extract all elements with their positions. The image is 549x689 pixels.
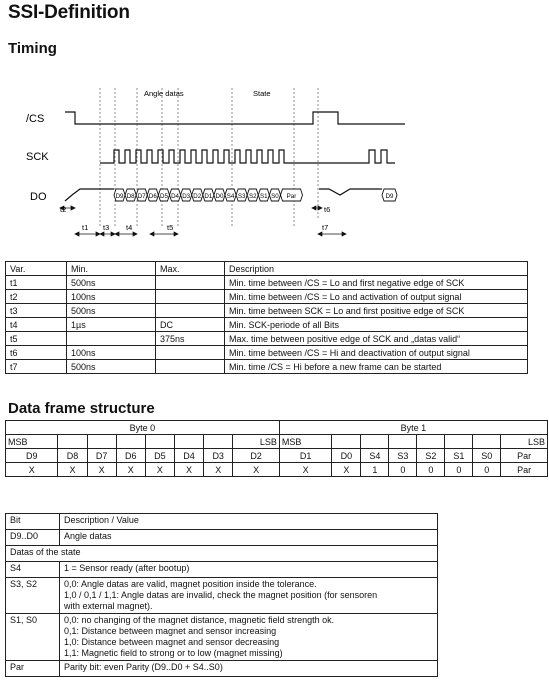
desc-s4: 1 = Sensor ready (after bootup) xyxy=(60,562,438,578)
frame-bit-cell: D5 xyxy=(145,449,174,463)
timing-table xyxy=(5,261,528,374)
state-section-header: Datas of the state xyxy=(6,546,438,562)
desc-s3-s2-line: 0,0: Angle datas are valid, magnet position inside the tolerance. xyxy=(64,579,317,589)
do-bit-label: D2 xyxy=(193,193,202,200)
desc-s3-s2 xyxy=(60,578,438,614)
do-bit-label: D9 xyxy=(115,193,124,200)
frame-value-cell: 0 xyxy=(389,463,417,477)
t4-arrow-head xyxy=(133,232,137,236)
t5-label: t5 xyxy=(167,223,174,232)
t2-label: t2 xyxy=(60,205,67,214)
frame-bit-cell: D1 xyxy=(279,449,331,463)
desc-s3-s2-line: with external magnet). xyxy=(64,601,153,611)
frame-value-cell: X xyxy=(145,463,174,477)
timing-cell: t6 xyxy=(6,346,67,360)
msb-lsb-cell xyxy=(389,435,417,449)
msb-lsb-cell xyxy=(473,435,501,449)
frame-bit-cell: D8 xyxy=(58,449,87,463)
t7-arrow-head xyxy=(318,232,322,236)
frame-bit-cell: S0 xyxy=(473,449,501,463)
frame-bit-cell: D4 xyxy=(174,449,203,463)
timing-cell xyxy=(156,304,225,318)
msb-lsb-cell xyxy=(204,435,233,449)
timing-header-cell: Description xyxy=(225,262,528,276)
timing-cell: 1µs xyxy=(67,318,156,332)
bit-s3-s2: S3, S2 xyxy=(6,578,60,614)
timing-cell: 100ns xyxy=(67,346,156,360)
t7-arrow-head xyxy=(342,232,346,236)
desc-s1-s0-line: 1,1: Magnetic field to strong or to low (magnet missing) xyxy=(64,648,283,658)
msb-lsb-cell: LSB xyxy=(501,435,548,449)
do-bit-label: D0 xyxy=(215,193,224,200)
frame-bit-cell: Par xyxy=(501,449,548,463)
do-bit-label: D4 xyxy=(171,193,180,200)
bit-description-table xyxy=(5,513,438,677)
do-next-bit-label: D9 xyxy=(385,193,394,200)
timing-cell: t5 xyxy=(6,332,67,346)
desc-s1-s0-line: 0,1: Distance between magnet and sensor increasing xyxy=(64,626,277,636)
do-waveform-lead-in xyxy=(65,189,114,201)
timing-row xyxy=(6,360,528,374)
frame-value-cell: X xyxy=(116,463,145,477)
desc-s1-s0-line: 0,0: no changing of the magnet distance, magnetic field strength ok. xyxy=(64,615,335,625)
do-bit-label: S0 xyxy=(271,193,279,200)
frame-bit-cell: D2 xyxy=(233,449,280,463)
do-bit-label: D6 xyxy=(148,193,157,200)
msb-lsb-cell xyxy=(145,435,174,449)
frame-bit-cell: S1 xyxy=(445,449,473,463)
t3-label: t3 xyxy=(103,223,110,232)
timing-cell: t2 xyxy=(6,290,67,304)
frame-bit-cell: D7 xyxy=(87,449,116,463)
frame-heading: Data frame structure xyxy=(8,400,155,417)
msb-lsb-cell xyxy=(58,435,87,449)
frame-bit-cell: D9 xyxy=(6,449,58,463)
frame-value-cell: 0 xyxy=(473,463,501,477)
timing-heading: Timing xyxy=(8,40,57,57)
do-bit-label: D3 xyxy=(182,193,191,200)
cs-signal-label: /CS xyxy=(26,113,45,125)
state-label: State xyxy=(253,89,271,98)
do-bit-label: D5 xyxy=(159,193,168,200)
frame-bit-cell: D0 xyxy=(332,449,361,463)
t5-arrow-head xyxy=(150,232,154,236)
msb-lsb-cell xyxy=(174,435,203,449)
desc-par: Parity bit: even Parity (D9..D0 + S4..S0) xyxy=(60,661,438,677)
msb-lsb-cell: MSB xyxy=(6,435,58,449)
bit-par: Par xyxy=(6,661,60,677)
frame-value-cell: Par xyxy=(501,463,548,477)
desc-s3-s2-line: 1,0 / 0,1 / 1,1: Angle datas are invalid, check the magnet position (for sensoren xyxy=(64,590,378,600)
frame-bit-cell: S2 xyxy=(417,449,445,463)
timing-diagram xyxy=(0,78,549,248)
sck-signal-label: SCK xyxy=(26,151,49,163)
timing-cell: Min. time between SCK = Lo and first positive edge of SCK xyxy=(225,304,528,318)
timing-cell: t3 xyxy=(6,304,67,318)
frame-bit-cell: S4 xyxy=(361,449,389,463)
msb-lsb-cell xyxy=(332,435,361,449)
frame-value-cell: X xyxy=(233,463,280,477)
byte0-header: Byte 0 xyxy=(6,421,280,435)
timing-cell xyxy=(156,346,225,360)
timing-cell: t7 xyxy=(6,360,67,374)
timing-cell xyxy=(156,360,225,374)
bit-s4: S4 xyxy=(6,562,60,578)
timing-row xyxy=(6,346,528,360)
frame-value-cell: X xyxy=(204,463,233,477)
byte1-header: Byte 1 xyxy=(279,421,547,435)
msb-lsb-cell xyxy=(417,435,445,449)
timing-cell: DC xyxy=(156,318,225,332)
frame-value-cell: X xyxy=(174,463,203,477)
t5-arrow-head xyxy=(174,232,178,236)
do-signal-label: DO xyxy=(30,191,47,203)
timing-cell: 500ns xyxy=(67,360,156,374)
timing-row xyxy=(6,304,528,318)
t2-arrow-head xyxy=(71,206,75,210)
frame-bit-cell: D3 xyxy=(204,449,233,463)
t1-label: t1 xyxy=(82,223,89,232)
frame-value-cell: X xyxy=(6,463,58,477)
msb-lsb-cell xyxy=(87,435,116,449)
timing-cell: t4 xyxy=(6,318,67,332)
bit-header: Bit xyxy=(6,514,60,530)
do-waveform-lead-out xyxy=(319,189,382,195)
timing-cell xyxy=(156,290,225,304)
t6-arrow-head xyxy=(312,206,316,210)
frame-value-cell: X xyxy=(332,463,361,477)
angle-datas-label: Angle datas xyxy=(144,89,184,98)
do-bit-label: S1 xyxy=(260,193,268,200)
do-bit-label: D8 xyxy=(126,193,135,200)
page-title: SSI-Definition xyxy=(8,2,130,23)
do-bit-label: S4 xyxy=(226,193,235,200)
bit-s1-s0: S1, S0 xyxy=(6,614,60,661)
description-header: Description / Value xyxy=(60,514,438,530)
frame-value-cell: X xyxy=(87,463,116,477)
timing-cell: Min. SCK-periode of all Bits xyxy=(225,318,528,332)
timing-cell: Min. time between /CS = Hi and deactivation of output signal xyxy=(225,346,528,360)
desc-s1-s0 xyxy=(60,614,438,661)
do-bit-label: Par xyxy=(286,193,297,200)
timing-header-cell: Var. xyxy=(6,262,67,276)
desc-d9-d0: Angle datas xyxy=(60,530,438,546)
timing-cell: Min. time between /CS = Lo and activation of output signal xyxy=(225,290,528,304)
timing-cell: 100ns xyxy=(67,290,156,304)
msb-lsb-cell: LSB xyxy=(233,435,280,449)
t4-arrow-head xyxy=(115,232,119,236)
timing-row xyxy=(6,276,528,290)
timing-row xyxy=(6,290,528,304)
msb-lsb-cell xyxy=(445,435,473,449)
timing-cell xyxy=(156,276,225,290)
frame-value-cell: 0 xyxy=(417,463,445,477)
msb-lsb-cell: MSB xyxy=(279,435,331,449)
do-bit-label: D7 xyxy=(137,193,146,200)
timing-header-cell: Min. xyxy=(67,262,156,276)
data-frame-table xyxy=(5,420,548,477)
timing-cell: 375ns xyxy=(156,332,225,346)
timing-header-cell: Max. xyxy=(156,262,225,276)
timing-cell: Max. time between positive edge of SCK and „datas valid“ xyxy=(225,332,528,346)
desc-s1-s0-line: 1,0: Distance between magnet and sensor decreasing xyxy=(64,637,280,647)
timing-row xyxy=(6,332,528,346)
timing-cell: 500ns xyxy=(67,276,156,290)
t6-arrow-head xyxy=(318,206,322,210)
frame-value-cell: X xyxy=(279,463,331,477)
frame-bit-cell: S3 xyxy=(389,449,417,463)
bit-d9-d0: D9..D0 xyxy=(6,530,60,546)
frame-bit-cell: D6 xyxy=(116,449,145,463)
timing-cell xyxy=(67,332,156,346)
frame-value-cell: 1 xyxy=(361,463,389,477)
t1-arrow-head xyxy=(75,232,79,236)
do-bit-label: D1 xyxy=(204,193,213,200)
cs-waveform xyxy=(65,112,405,124)
t4-label: t4 xyxy=(126,223,133,232)
t6-label: t6 xyxy=(324,205,331,214)
sck-waveform xyxy=(100,150,395,163)
msb-lsb-cell xyxy=(361,435,389,449)
t7-label: t7 xyxy=(322,223,329,232)
timing-row xyxy=(6,318,528,332)
timing-cell: 500ns xyxy=(67,304,156,318)
do-bit-label: S3 xyxy=(237,193,246,200)
frame-value-cell: 0 xyxy=(445,463,473,477)
timing-cell: Min. time /CS = Hi before a new frame can be started xyxy=(225,360,528,374)
t3-arrow-head xyxy=(100,232,104,236)
frame-value-cell: X xyxy=(58,463,87,477)
timing-cell: Min. time between /CS = Lo and first negative edge of SCK xyxy=(225,276,528,290)
do-bit-label: S2 xyxy=(248,193,257,200)
msb-lsb-cell xyxy=(116,435,145,449)
timing-cell: t1 xyxy=(6,276,67,290)
